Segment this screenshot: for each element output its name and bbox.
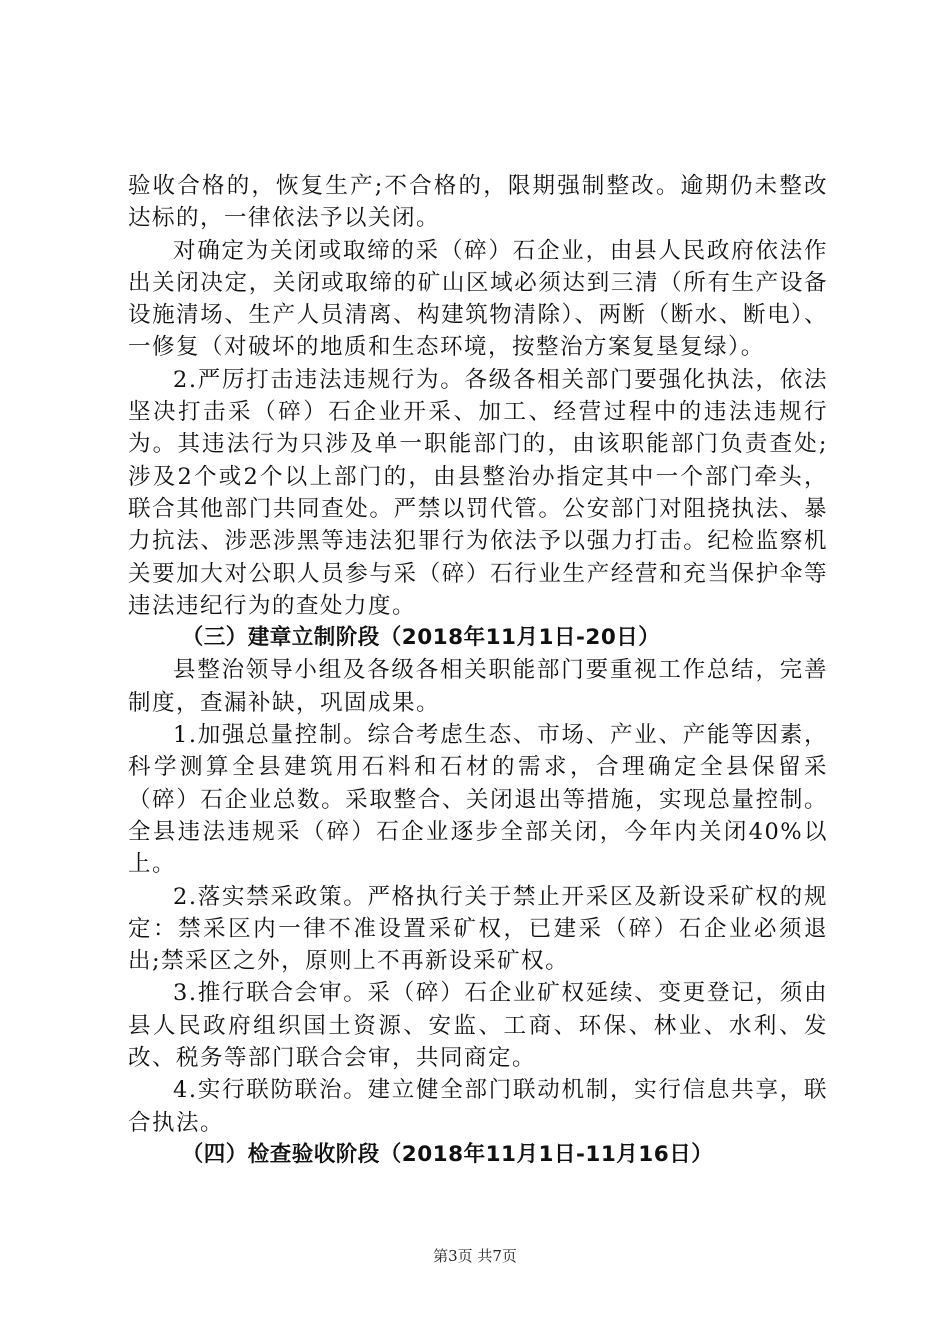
- paragraph-summary: 县整治领导小组及各级各相关职能部门要重视工作总结，完善制度，查漏补缺，巩固成果。: [128, 657, 828, 716]
- section-heading-3: （三）建章立制阶段（2018年11月1日-20日）: [181, 625, 661, 651]
- paragraph-closure-decision: 对确定为关闭或取缔的采（碎）石企业，由县人民政府依法作出关闭决定，关闭或取缔的矿山区域必须达到三清（所有生产设备设施清场、生产人员清离、构建筑物清除）、两断（断水、断电）、一修复（对破坏的地质和生态环境，按整治方案复垦复绿）。: [128, 237, 828, 361]
- paragraph-item-1-total-control: 1.加强总量控制。综合考虑生态、市场、产业、产能等因素，科学测算全县建筑用石料和石材的需求，合理确定全县保留采（碎）石企业总数。采取整合、关闭退出等措施，实现总量控制。全县违法违规采（碎）石企业逐步全部关闭，今年内关闭40%以上。: [128, 722, 828, 878]
- paragraph-item-4-joint-enforcement: 4.实行联防联治。建立健全部门联动机制，实行信息共享，联合执法。: [128, 1077, 828, 1136]
- section-heading-4: （四）检查验收阶段（2018年11月1日-11月16日）: [181, 1141, 714, 1167]
- page-number-footer: 第3页 共7页: [433, 1247, 517, 1265]
- paragraph-item-2-crackdown: 2.严厉打击违法违规行为。各级各相关部门要强化执法，依法坚决打击采（碎）石企业开采、加工、经营过程中的违法违规行为。其违法行为只涉及单一职能部门的，由该职能部门负责查处;涉及2个或2个以上部门的，由县整治办指定其中一个部门牵头，联合其他部门共同查处。严禁以罚代管。公安部门对阻挠执法、暴力抗法、涉恶涉黑等违法犯罪行为依法予以强力打击。纪检监察机关要加大对公职人员参与采（碎）石行业生产经营和充当保护伞等违法违纪行为的查处力度。: [128, 366, 828, 619]
- paragraph-item-2-ban-policy: 2.落实禁采政策。严格执行关于禁止开采区及新设采矿权的规定：禁采区内一律不准设置采矿权，已建采（碎）石企业必须退出;禁采区之外，原则上不再新设采矿权。: [128, 883, 828, 975]
- paragraph-item-3-joint-review: 3.推行联合会审。采（碎）石企业矿权延续、变更登记，须由县人民政府组织国土资源、安监、工商、环保、林业、水利、发改、税务等部门联合会审，共同商定。: [128, 980, 828, 1072]
- paragraph-continuation: 验收合格的，恢复生产;不合格的，限期强制整改。逾期仍未整改达标的，一律依法予以关闭。: [128, 173, 828, 232]
- document-body: [128, 170, 828, 1171]
